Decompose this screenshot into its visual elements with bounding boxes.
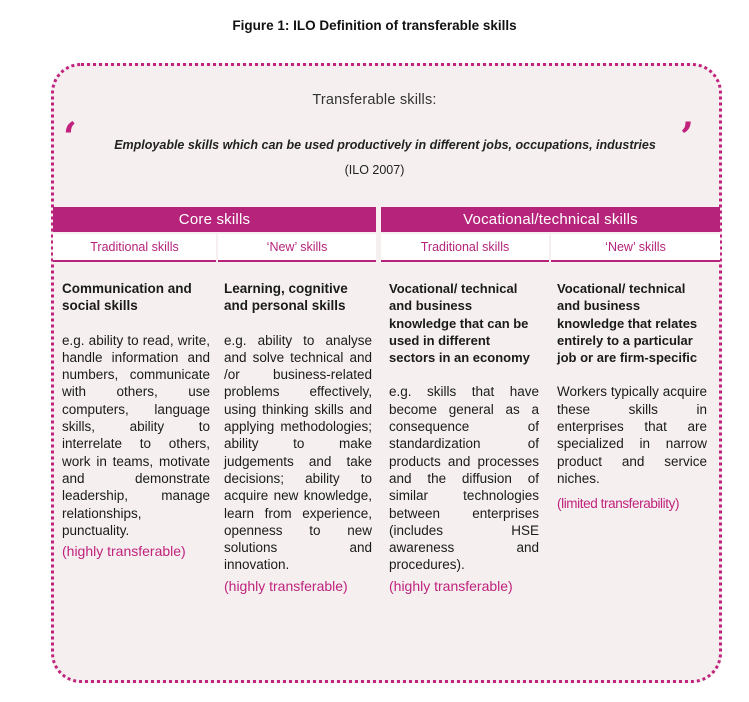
column-vocational-new	[557, 280, 707, 513]
column-body: e.g. skills that have become general as a consequence of standardization of products and processes and the diffusion of similar technologies between enterprises (includes HSE awareness and procedures).	[389, 384, 539, 573]
transferability-note: (highly transferable)	[389, 577, 513, 594]
column-vocational-traditional	[389, 280, 539, 595]
column-core-new	[224, 280, 372, 595]
column-title: Vocational/ technical and business knowledge that can be used in different sectors in an economy	[389, 281, 530, 366]
column-body: Workers typically acquire these skills in enterprises that are specialized in narrow product and service niches.	[557, 384, 707, 486]
open-quote-icon: ‘	[63, 114, 77, 161]
transferability-note: (highly transferable)	[62, 543, 186, 560]
subheader-core-new: ‘New’ skills	[218, 234, 376, 262]
column-title: Communication and social skills	[62, 281, 192, 314]
definition-text: Employable skills which can be used productively in different jobs, occupations, industries	[114, 138, 656, 152]
transferability-note: (highly transferable)	[224, 577, 348, 594]
vocational-skills-header: Vocational/technical skills	[381, 207, 720, 232]
core-skills-header: Core skills	[53, 207, 376, 232]
column-core-traditional	[62, 280, 210, 560]
column-body: e.g. ability to analyse and solve technical and /or business-related problems effectively, using thinking skills and applying methodologies; ability to make judgements and take decisions; ability to acquire new knowledge, learn from experience, openness to new solutions and innovation.	[224, 332, 372, 573]
column-title: Vocational/ technical and business knowledge that relates entirely to a particular job or are firm-specific	[557, 281, 698, 366]
citation: (ILO 2007)	[344, 163, 405, 177]
transferability-note: (limited transferability)	[557, 496, 680, 512]
subheader-vocational-new: ‘New’ skills	[551, 234, 720, 262]
column-title: Learning, cognitive and personal skills	[224, 281, 348, 314]
figure-title: Figure 1: ILO Definition of transferable skills	[232, 18, 517, 33]
close-quote-icon: ’	[680, 114, 694, 161]
subheader-core-traditional: Traditional skills	[53, 234, 216, 262]
transferable-skills-heading: Transferable skills:	[312, 92, 437, 108]
column-body: e.g. ability to read, write, handle information and numbers, communicate with others, use computers, language skills, ability to interrelate to others, work in teams, motivate and demonstrate leadership, manage relationships, punctuality.	[62, 332, 210, 538]
subheader-vocational-traditional: Traditional skills	[381, 234, 549, 262]
